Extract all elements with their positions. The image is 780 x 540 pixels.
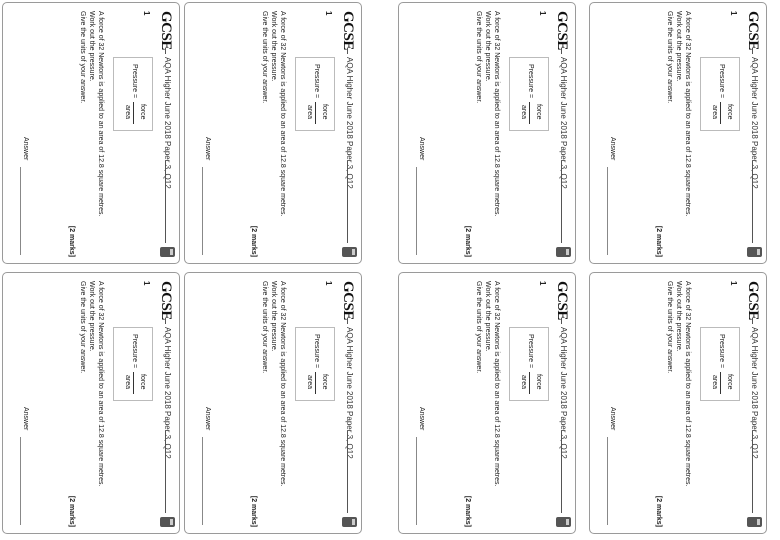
question-text	[260, 281, 287, 521]
question-number: 1	[729, 281, 738, 286]
formula-label: Pressure =	[131, 64, 138, 99]
formula-numerator: force	[139, 104, 146, 120]
formula-box	[295, 327, 335, 401]
question-source: AQA Higher June 2018 Paper 3, Q12	[559, 327, 568, 459]
question-source: AQA Higher June 2018 Paper 3, Q12	[163, 327, 172, 459]
question-line: A force of 32 Newtons is applied to an area of 12.8 square metres.	[684, 11, 691, 217]
formula-label: Pressure =	[313, 64, 320, 99]
calculator-icon	[160, 247, 175, 257]
formula-box	[113, 57, 153, 131]
question-line: Give the units of your answer.	[666, 281, 673, 374]
question-line: A force of 32 Newtons is applied to an area of 12.8 square metres.	[279, 281, 286, 487]
answer-line[interactable]	[416, 167, 417, 255]
header-rule	[165, 161, 166, 243]
gcse-logo: GCSE	[340, 11, 356, 50]
question-text	[78, 11, 105, 251]
marks-label: [2 marks]	[655, 495, 662, 527]
formula-label: Pressure =	[718, 334, 725, 369]
formula-label: Pressure =	[131, 334, 138, 369]
fraction-bar	[720, 102, 721, 124]
formula-box	[700, 57, 740, 131]
question-card	[589, 2, 767, 264]
question-source: AQA Higher June 2018 Paper 3, Q12	[345, 327, 354, 459]
question-card	[589, 272, 767, 534]
formula-denominator: area	[711, 375, 718, 390]
gcse-logo: GCSE	[158, 281, 174, 320]
question-source: AQA Higher June 2018 Paper 3, Q12	[750, 327, 759, 459]
card-header	[744, 281, 762, 527]
formula-box	[113, 327, 153, 401]
header-rule	[347, 318, 348, 324]
formula-label: Pressure =	[527, 64, 534, 99]
fraction-bar	[315, 372, 316, 394]
header-rule	[165, 431, 166, 513]
formula-denominator: area	[306, 105, 313, 120]
question-source: AQA Higher June 2018 Paper 3, Q12	[559, 57, 568, 189]
header-rule	[347, 161, 348, 243]
question-source: AQA Higher June 2018 Paper 3, Q12	[750, 57, 759, 189]
question-text	[260, 11, 287, 251]
question-text	[665, 281, 692, 521]
answer-label: Answer	[609, 407, 616, 431]
question-line: Give the units of your answer.	[261, 11, 268, 104]
formula-box	[509, 327, 549, 401]
answer-line[interactable]	[202, 437, 203, 525]
answer-line[interactable]	[20, 167, 21, 255]
question-number: 1	[324, 281, 333, 286]
header-rule	[165, 318, 166, 324]
question-line: Work out the pressure.	[270, 11, 277, 82]
card-header	[553, 281, 571, 527]
gcse-logo: GCSE	[554, 11, 570, 50]
answer-line[interactable]	[607, 437, 608, 525]
answer-label: Answer	[418, 137, 425, 161]
question-line: Give the units of your answer.	[475, 281, 482, 374]
question-card	[184, 2, 362, 264]
header-rule	[347, 431, 348, 513]
formula-numerator: force	[535, 104, 542, 120]
formula-label: Pressure =	[527, 334, 534, 369]
formula-box	[700, 327, 740, 401]
question-number: 1	[729, 11, 738, 16]
question-number: 1	[142, 11, 151, 16]
question-text	[474, 11, 501, 251]
card-header	[553, 11, 571, 257]
question-card	[2, 272, 180, 534]
answer-label: Answer	[204, 407, 211, 431]
question-source: AQA Higher June 2018 Paper 3, Q12	[163, 57, 172, 189]
question-line: A force of 32 Newtons is applied to an area of 12.8 square metres.	[493, 11, 500, 217]
header-rule	[561, 161, 562, 243]
calculator-icon	[747, 517, 762, 527]
formula-denominator: area	[124, 105, 131, 120]
marks-label: [2 marks]	[68, 225, 75, 257]
formula-denominator: area	[124, 375, 131, 390]
answer-label: Answer	[204, 137, 211, 161]
gcse-logo: GCSE	[745, 11, 761, 50]
header-rule	[752, 431, 753, 513]
calculator-icon	[747, 247, 762, 257]
question-text	[78, 281, 105, 521]
answer-line[interactable]	[202, 167, 203, 255]
question-line: Work out the pressure.	[88, 11, 95, 82]
question-line: Work out the pressure.	[88, 281, 95, 352]
formula-box	[295, 57, 335, 131]
marks-label: [2 marks]	[68, 495, 75, 527]
header-rule	[561, 431, 562, 513]
question-line: Work out the pressure.	[484, 281, 491, 352]
header-rule	[347, 48, 348, 54]
fraction-bar	[315, 102, 316, 124]
question-number: 1	[538, 281, 547, 286]
calculator-icon	[342, 247, 357, 257]
question-line: Give the units of your answer.	[666, 11, 673, 104]
marks-label: [2 marks]	[250, 495, 257, 527]
formula-label: Pressure =	[718, 64, 725, 99]
header-rule	[561, 48, 562, 54]
question-card	[398, 2, 576, 264]
question-text	[474, 281, 501, 521]
question-line: Work out the pressure.	[675, 281, 682, 352]
header-rule	[752, 318, 753, 324]
card-header	[744, 11, 762, 257]
question-card	[2, 2, 180, 264]
formula-numerator: force	[321, 104, 328, 120]
card-header	[157, 11, 175, 257]
question-line: Work out the pressure.	[484, 11, 491, 82]
formula-numerator: force	[726, 104, 733, 120]
card-header	[339, 11, 357, 257]
marks-label: [2 marks]	[250, 225, 257, 257]
formula-denominator: area	[520, 105, 527, 120]
question-number: 1	[324, 11, 333, 16]
question-line: A force of 32 Newtons is applied to an area of 12.8 square metres.	[684, 281, 691, 487]
question-line: Give the units of your answer.	[79, 11, 86, 104]
header-rule	[752, 161, 753, 243]
marks-label: [2 marks]	[655, 225, 662, 257]
header-rule	[752, 48, 753, 54]
gcse-logo: GCSE	[554, 281, 570, 320]
answer-line[interactable]	[607, 167, 608, 255]
calculator-icon	[160, 517, 175, 527]
answer-label: Answer	[609, 137, 616, 161]
question-text	[665, 11, 692, 251]
answer-line[interactable]	[20, 437, 21, 525]
calculator-icon	[556, 247, 571, 257]
header-rule	[561, 318, 562, 324]
formula-denominator: area	[711, 105, 718, 120]
question-card	[184, 272, 362, 534]
formula-box	[509, 57, 549, 131]
fraction-bar	[133, 372, 134, 394]
formula-denominator: area	[306, 375, 313, 390]
question-line: Work out the pressure.	[270, 281, 277, 352]
answer-label: Answer	[22, 137, 29, 161]
question-line: A force of 32 Newtons is applied to an area of 12.8 square metres.	[97, 281, 104, 487]
formula-denominator: area	[520, 375, 527, 390]
question-line: A force of 32 Newtons is applied to an area of 12.8 square metres.	[279, 11, 286, 217]
formula-numerator: force	[726, 374, 733, 390]
gcse-logo: GCSE	[745, 281, 761, 320]
gcse-logo: GCSE	[158, 11, 174, 50]
card-header	[339, 281, 357, 527]
answer-label: Answer	[418, 407, 425, 431]
gcse-logo: GCSE	[340, 281, 356, 320]
calculator-icon	[342, 517, 357, 527]
formula-numerator: force	[535, 374, 542, 390]
fraction-bar	[133, 102, 134, 124]
question-source: AQA Higher June 2018 Paper 3, Q12	[345, 57, 354, 189]
question-number: 1	[142, 281, 151, 286]
question-line: A force of 32 Newtons is applied to an area of 12.8 square metres.	[493, 281, 500, 487]
fraction-bar	[529, 372, 530, 394]
header-rule	[165, 48, 166, 54]
formula-numerator: force	[321, 374, 328, 390]
answer-label: Answer	[22, 407, 29, 431]
fraction-bar	[720, 372, 721, 394]
question-line: Give the units of your answer.	[261, 281, 268, 374]
question-line: Give the units of your answer.	[79, 281, 86, 374]
marks-label: [2 marks]	[464, 225, 471, 257]
question-line: Give the units of your answer.	[475, 11, 482, 104]
fraction-bar	[529, 102, 530, 124]
formula-label: Pressure =	[313, 334, 320, 369]
card-header	[157, 281, 175, 527]
question-card	[398, 272, 576, 534]
formula-numerator: force	[139, 374, 146, 390]
question-number: 1	[538, 11, 547, 16]
marks-label: [2 marks]	[464, 495, 471, 527]
answer-line[interactable]	[416, 437, 417, 525]
question-line: Work out the pressure.	[675, 11, 682, 82]
calculator-icon	[556, 517, 571, 527]
question-line: A force of 32 Newtons is applied to an area of 12.8 square metres.	[97, 11, 104, 217]
